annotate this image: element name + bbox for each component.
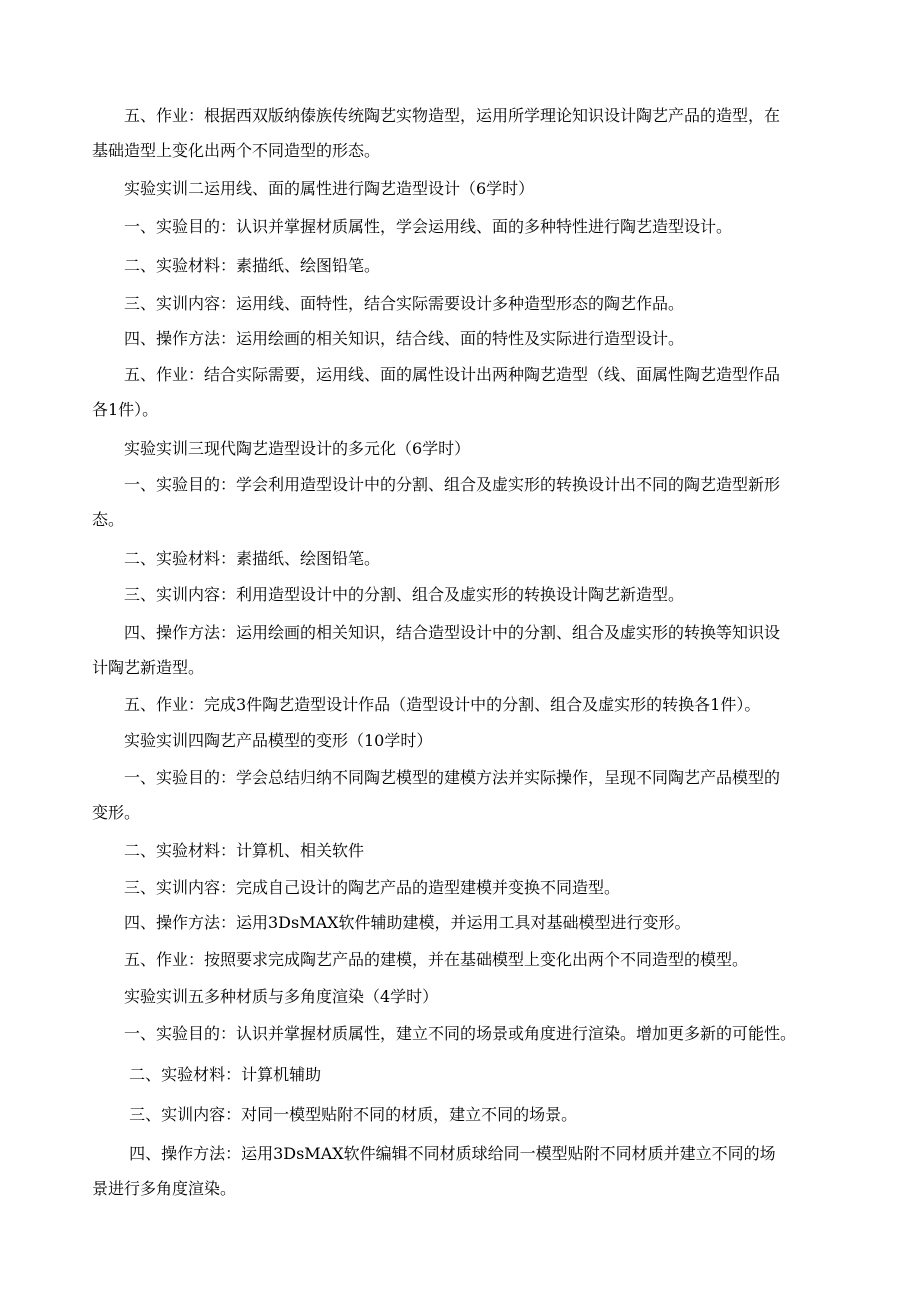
- paragraph: [92, 1017, 834, 1052]
- text-line: 实验实训三现代陶艺造型设计的多元化（6学时）: [92, 439, 471, 458]
- text-line: 五、作业：结合实际需要，运用线、面的属性设计出两种陶艺造型（线、面属性陶艺造型作品: [92, 365, 781, 384]
- paragraph: [92, 210, 834, 245]
- text-line: 四、操作方法：运用绘画的相关知识，结合造型设计中的分割、组合及虚实形的转换等知识设: [92, 623, 781, 642]
- paragraph: [92, 322, 834, 357]
- paragraph: [92, 99, 834, 168]
- text-line: 实验实训四陶艺产品模型的变形（10学时）: [92, 731, 433, 750]
- text-line: 二、实验材料：计算机辅助: [92, 1065, 322, 1084]
- text-line: 三、实训内容：完成自己设计的陶艺产品的造型建模并变换不同造型。: [92, 878, 621, 897]
- text-line: 四、操作方法：运用3DsMAX软件辅助建模，并运用工具对基础模型进行变形。: [92, 913, 691, 932]
- text-line: 一、实验目的：学会利用造型设计中的分割、组合及虚实形的转换设计出不同的陶艺造型新形: [92, 475, 781, 494]
- text-line: 景进行多角度渲染。: [92, 1178, 237, 1198]
- text-line: 二、实验材料：计算机、相关软件: [92, 841, 365, 860]
- paragraph: [92, 249, 834, 284]
- paragraph: [92, 906, 834, 941]
- text-line: 计陶艺新造型。: [92, 657, 205, 677]
- paragraph: [92, 871, 834, 906]
- text-line: 五、作业：按照要求完成陶艺产品的建模，并在基础模型上变化出两个不同造型的模型。: [92, 950, 749, 969]
- paragraph: [92, 761, 834, 830]
- section-heading: [92, 432, 834, 467]
- text-line: 实验实训二运用线、面的属性进行陶艺造型设计（6学时）: [92, 179, 535, 198]
- text-line: 四、操作方法：运用3DsMAX软件编辑不同材质球给同一模型贴附不同材质并建立不同的场: [92, 1144, 776, 1163]
- paragraph: [92, 542, 834, 577]
- text-line: 五、作业：完成3件陶艺造型设计作品（造型设计中的分割、组合及虚实形的转换各1件）。: [92, 695, 761, 714]
- text-line: 二、实验材料：素描纸、绘图铅笔。: [92, 256, 381, 275]
- text-line: 变形。: [92, 802, 141, 822]
- text-line: 三、实训内容：利用造型设计中的分割、组合及虚实形的转换设计陶艺新造型。: [92, 585, 685, 604]
- text-line: 三、实训内容：对同一模型贴附不同的材质，建立不同的场景。: [92, 1105, 578, 1124]
- paragraph: [92, 287, 834, 322]
- text-line: 基础造型上变化出两个不同造型的形态。: [92, 140, 381, 160]
- paragraph: [92, 616, 834, 685]
- section-heading: [92, 980, 834, 1015]
- text-line: 态。: [92, 509, 125, 529]
- paragraph: [92, 688, 834, 723]
- section-heading: [92, 724, 834, 759]
- text-line: 二、实验材料：素描纸、绘图铅笔。: [92, 549, 381, 568]
- text-line: 各1件）。: [92, 399, 159, 419]
- paragraph: [92, 358, 834, 427]
- paragraph: [92, 1137, 834, 1206]
- paragraph: [92, 578, 834, 613]
- text-line: 五、作业：根据西双版纳傣族传统陶艺实物造型，运用所学理论知识设计陶艺产品的造型，在: [92, 106, 781, 125]
- paragraph: [92, 834, 834, 869]
- text-line: 四、操作方法：运用绘画的相关知识，结合线、面的特性及实际进行造型设计。: [92, 329, 685, 348]
- text-line: 一、实验目的：认识并掌握材质属性，学会运用线、面的多种特性进行陶艺造型设计。: [92, 217, 733, 236]
- paragraph: [92, 943, 834, 978]
- text-line: 一、实验目的：认识并掌握材质属性，建立不同的场景或角度进行渲染。增加更多新的可能性。: [92, 1024, 797, 1043]
- text-line: 实验实训五多种材质与多角度渲染（4学时）: [92, 987, 439, 1006]
- paragraph: [92, 468, 834, 537]
- paragraph: [92, 1098, 834, 1133]
- text-line: 一、实验目的：学会总结归纳不同陶艺模型的建模方法并实际操作，呈现不同陶艺产品模型的: [92, 768, 781, 787]
- paragraph: [92, 1058, 834, 1093]
- section-heading: [92, 172, 834, 207]
- text-line: 三、实训内容：运用线、面特性，结合实际需要设计多种造型形态的陶艺作品。: [92, 294, 685, 313]
